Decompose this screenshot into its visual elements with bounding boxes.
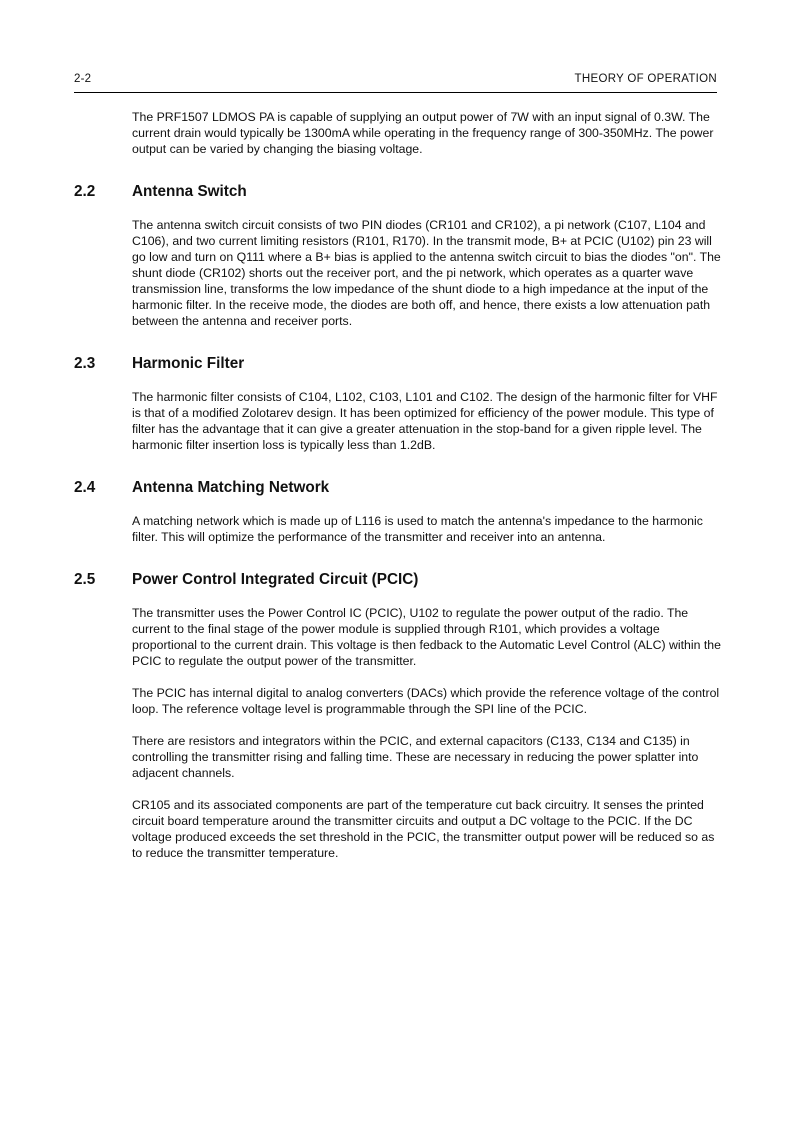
section-antenna-switch — [74, 183, 721, 329]
section-number: 2.2 — [74, 183, 96, 200]
page-number: 2-2 — [74, 73, 92, 85]
intro-paragraph: The PRF1507 LDMOS PA is capable of supplying an output power of 7W with an input signal of 0.3W. The current drain would typically be 1300mA while operating in the frequency range of 300-350MHz. The power output can be varied by changing the biasing voltage. — [132, 110, 714, 156]
section-heading — [74, 355, 717, 373]
section-heading — [74, 479, 717, 497]
section-pcic — [74, 571, 721, 861]
section-paragraph: The PCIC has internal digital to analog converters (DACs) which provide the reference voltage of the control loop. The reference voltage level is programmable through the SPI line of the PCIC. — [132, 686, 720, 716]
section-title: Antenna Matching Network — [132, 479, 330, 496]
section-paragraph: The transmitter uses the Power Control IC (PCIC), U102 to regulate the power output of the radio. The current to the final stage of the power module is supplied through R101, which provides a voltage proportional to the current drain. This voltage is then fedback to the Automatic Level Control (ALC) within the PCIC to regulate the output power of the transmitter. — [132, 606, 721, 668]
chapter-title: THEORY OF OPERATION — [574, 73, 717, 85]
document-body — [74, 109, 721, 861]
page-header — [74, 72, 717, 93]
section-paragraph: The antenna switch circuit consists of two PIN diodes (CR101 and CR102), a pi network (C107, L104 and C106), and two current limiting resistors (R101, R170). In the transmit mode, B+ at PCIC (U102) pin 23 will go low and turn on Q111 where a B+ bias is applied to the antenna switch circuit to bias the diodes "on". The shunt diode (CR102) shorts out the receiver port, and the pi network, which operates as a quarter wave transmission line, transforms the low impedance of the shunt diode to a high impedance at the input of the harmonic filter. In the receive mode, the diodes are both off, and hence, there exists a low attenuation path between the antenna and receiver ports. — [132, 218, 721, 328]
section-title: Power Control Integrated Circuit (PCIC) — [132, 571, 419, 588]
section-title: Antenna Switch — [132, 183, 247, 200]
section-number: 2.3 — [74, 355, 96, 372]
section-number: 2.5 — [74, 571, 96, 588]
section-number: 2.4 — [74, 479, 96, 496]
section-harmonic-filter — [74, 355, 717, 453]
section-heading — [74, 183, 717, 201]
section-heading — [74, 571, 717, 589]
section-paragraph: CR105 and its associated components are part of the temperature cut back circuitry. It senses the printed circuit board temperature around the transmitter circuits and output a DC voltage to the PCIC. If the DC voltage produced exceeds the set threshold in the PCIC, the transmitter output power will be reduced so as to reduce the transmitter temperature. — [132, 798, 715, 860]
section-antenna-matching-network — [74, 479, 717, 545]
section-paragraph: A matching network which is made up of L116 is used to match the antenna's impedance to the harmonic filter. This will optimize the performance of the transmitter and receiver into an antenna. — [132, 514, 703, 544]
section-paragraph: The harmonic filter consists of C104, L102, C103, L101 and C102. The design of the harmonic filter for VHF is that of a modified Zolotarev design. It has been optimized for efficiency of the power module. This type of filter has the advantage that it can give a greater attenuation in the stop-band for a given ripple level. The harmonic filter insertion loss is typically less than 1.2dB. — [132, 390, 718, 452]
section-paragraph: There are resistors and integrators within the PCIC, and external capacitors (C133, C134 and C135) in controlling the transmitter rising and falling time. These are necessary in reducing the power splatter into adjacent channels. — [132, 734, 699, 780]
section-title: Harmonic Filter — [132, 355, 245, 372]
